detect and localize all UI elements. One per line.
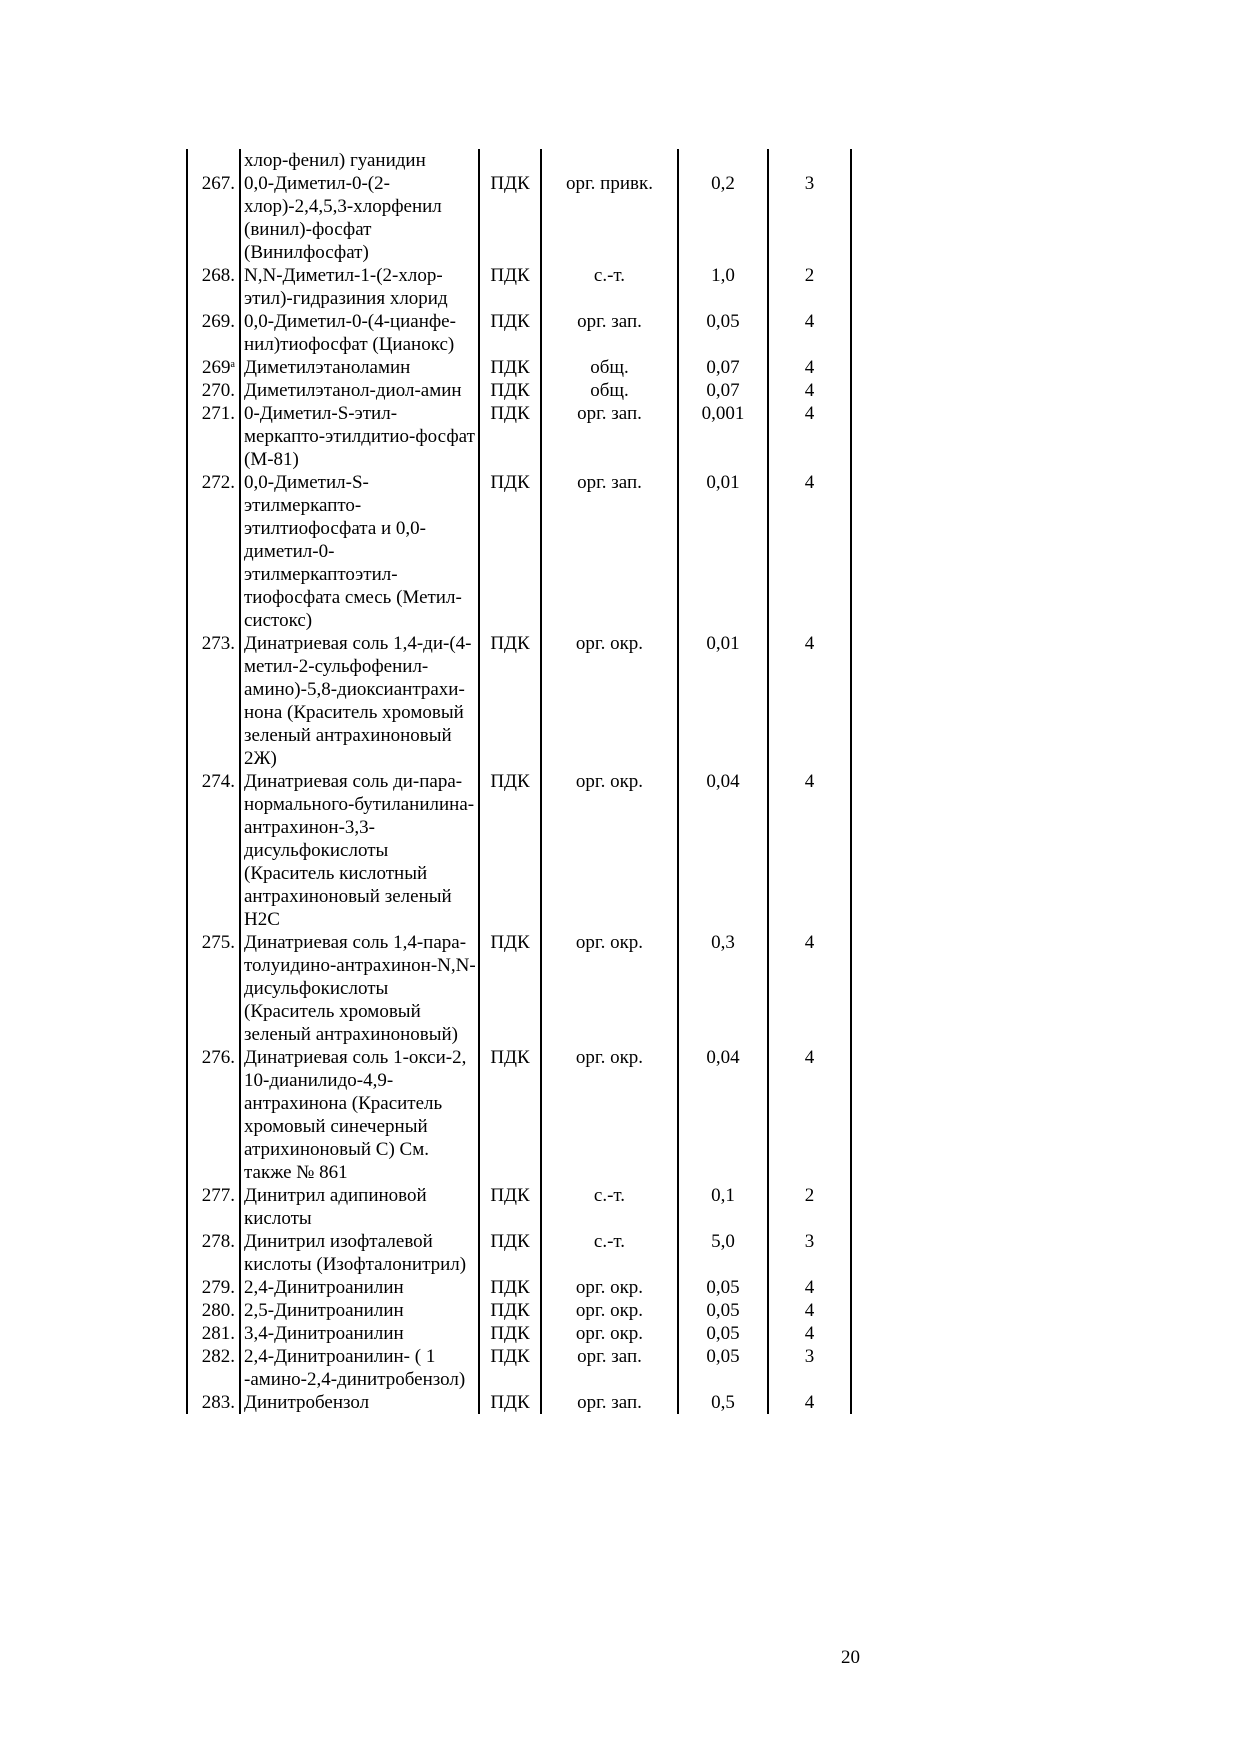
concentration-value: 0,1 bbox=[678, 1184, 768, 1230]
norm-type: ПДК bbox=[479, 172, 541, 264]
hazard-indicator: орг. привк. bbox=[541, 172, 678, 264]
hazard-indicator: орг. окр. bbox=[541, 931, 678, 1046]
hazard-indicator: орг. зап. bbox=[541, 402, 678, 471]
substance-name: 3,4-Динитроанилин bbox=[240, 1322, 479, 1345]
concentration-value: 0,01 bbox=[678, 471, 768, 632]
substance-name: 2,4-Динитроанилин- ( 1 -амино-2,4-динитробензол) bbox=[240, 1345, 479, 1391]
row-number: 275. bbox=[187, 931, 240, 1046]
hazard-indicator: орг. зап. bbox=[541, 1391, 678, 1414]
hazard-class: 4 bbox=[768, 1299, 851, 1322]
hazard-class: 2 bbox=[768, 1184, 851, 1230]
norm-type: ПДК bbox=[479, 310, 541, 356]
hazard-indicator: общ. bbox=[541, 356, 678, 379]
substance-name: 0,0-Диметил-0-(4-цианфе-нил)тиофосфат (Цианокс) bbox=[240, 310, 479, 356]
hazard-indicator: орг. окр. bbox=[541, 770, 678, 931]
table-row bbox=[187, 1184, 851, 1230]
substance-name: 0,0-Диметил-S-этилмеркапто-этилтиофосфата и 0,0-диметил-0-этилмеркаптоэтил-тиофосфата смесь (Метил-систокс) bbox=[240, 471, 479, 632]
substance-name: 2,5-Динитроанилин bbox=[240, 1299, 479, 1322]
hazard-class: 4 bbox=[768, 770, 851, 931]
hazard-class: 3 bbox=[768, 1230, 851, 1276]
row-number: 283. bbox=[187, 1391, 240, 1414]
substance-name: Диметилэтаноламин bbox=[240, 356, 479, 379]
norm-type: ПДК bbox=[479, 1046, 541, 1184]
concentration-value: 0,05 bbox=[678, 310, 768, 356]
substance-table-body bbox=[187, 149, 851, 1414]
hazard-indicator: орг. окр. bbox=[541, 1299, 678, 1322]
row-number: 279. bbox=[187, 1276, 240, 1299]
concentration-value: 1,0 bbox=[678, 264, 768, 310]
norm-type: ПДК bbox=[479, 471, 541, 632]
substance-name: Динатриевая соль 1,4-ди-(4-метил-2-сульфофенил-амино)-5,8-диоксиантрахи-нона (Краситель хромовый зеленый антрахиноновый 2Ж) bbox=[240, 632, 479, 770]
concentration-value: 0,01 bbox=[678, 632, 768, 770]
table-row bbox=[187, 172, 851, 264]
substance-name: Динитрил изофталевой кислоты (Изофталонитрил) bbox=[240, 1230, 479, 1276]
substance-name: Динитрил адипиновой кислоты bbox=[240, 1184, 479, 1230]
hazard-class: 2 bbox=[768, 264, 851, 310]
norm-type: ПДК bbox=[479, 1184, 541, 1230]
substance-name: Динатриевая соль 1-окси-2, 10-дианилидо-4,9-антрахинона (Краситель хромовый синечерный атрихиноновый С) См. также № 861 bbox=[240, 1046, 479, 1184]
row-number: 271. bbox=[187, 402, 240, 471]
table-row bbox=[187, 1276, 851, 1299]
norm-type: ПДК bbox=[479, 356, 541, 379]
norm-type: ПДК bbox=[479, 264, 541, 310]
norm-type: ПДК bbox=[479, 931, 541, 1046]
norm-type: ПДК bbox=[479, 1299, 541, 1322]
hazard-class: 4 bbox=[768, 931, 851, 1046]
row-number-cell bbox=[187, 149, 240, 172]
hazard-class: 4 bbox=[768, 1276, 851, 1299]
substance-name: Динатриевая соль 1,4-пара-толуидино-антрахинон-N,N-дисульфокислоты (Краситель хромовый зеленый антрахиноновый) bbox=[240, 931, 479, 1046]
hazard-indicator: с.-т. bbox=[541, 1184, 678, 1230]
hazard-indicator: с.-т. bbox=[541, 264, 678, 310]
norm-type: ПДК bbox=[479, 1345, 541, 1391]
hazard-class: 4 bbox=[768, 402, 851, 471]
page-number: 20 bbox=[841, 1647, 860, 1668]
hazard-indicator: с.-т. bbox=[541, 1230, 678, 1276]
concentration-value: 0,5 bbox=[678, 1391, 768, 1414]
substance-name: 0,0-Диметил-0-(2-хлор)-2,4,5,3-хлорфенил (винил)-фосфат (Винилфосфат) bbox=[240, 172, 479, 264]
hazard-class: 4 bbox=[768, 1322, 851, 1345]
table-row bbox=[187, 1046, 851, 1184]
table-row bbox=[187, 264, 851, 310]
hazard-class: 3 bbox=[768, 1345, 851, 1391]
concentration-value: 0,04 bbox=[678, 1046, 768, 1184]
norm-type: ПДК bbox=[479, 379, 541, 402]
table-row bbox=[187, 402, 851, 471]
substance-name: 2,4-Динитроанилин bbox=[240, 1276, 479, 1299]
hazard-indicator: орг. зап. bbox=[541, 471, 678, 632]
hazard-indicator: общ. bbox=[541, 379, 678, 402]
hazard-indicator: орг. окр. bbox=[541, 1276, 678, 1299]
row-number: 282. bbox=[187, 1345, 240, 1391]
substance-table bbox=[186, 149, 852, 1414]
norm-type: ПДК bbox=[479, 1276, 541, 1299]
norm-type: ПДК bbox=[479, 1322, 541, 1345]
norm-type: ПДК bbox=[479, 770, 541, 931]
row-number: 276. bbox=[187, 1046, 240, 1184]
concentration-value: 0,05 bbox=[678, 1345, 768, 1391]
row-number: 278. bbox=[187, 1230, 240, 1276]
table-row bbox=[187, 1391, 851, 1414]
row-number: $269^а$ bbox=[187, 356, 240, 379]
hazard-class: 4 bbox=[768, 1391, 851, 1414]
row-number: 274. bbox=[187, 770, 240, 931]
row-number: 273. bbox=[187, 632, 240, 770]
hazard-indicator: орг. окр. bbox=[541, 632, 678, 770]
hazard-indicator: орг. окр. bbox=[541, 1322, 678, 1345]
substance-name: 0-Диметил-S-этил-меркапто-этилдитио-фосфат (М-81) bbox=[240, 402, 479, 471]
norm-type: ПДК bbox=[479, 632, 541, 770]
table-row bbox=[187, 1345, 851, 1391]
hazard-class: 4 bbox=[768, 356, 851, 379]
row-number: 277. bbox=[187, 1184, 240, 1230]
continuation-text: хлор-фенил) гуанидин bbox=[240, 149, 479, 172]
table-row bbox=[187, 310, 851, 356]
substance-name: Диметилэтанол-диол-амин bbox=[240, 379, 479, 402]
norm-type: ПДК bbox=[479, 1230, 541, 1276]
table-row bbox=[187, 1230, 851, 1276]
row-number: 281. bbox=[187, 1322, 240, 1345]
table-row bbox=[187, 770, 851, 931]
concentration-value: 0,3 bbox=[678, 931, 768, 1046]
table-row bbox=[187, 356, 851, 379]
hazard-class: 4 bbox=[768, 1046, 851, 1184]
concentration-value: 0,05 bbox=[678, 1276, 768, 1299]
hazard-class: 4 bbox=[768, 310, 851, 356]
concentration-value: 0,05 bbox=[678, 1299, 768, 1322]
row-number: 272. bbox=[187, 471, 240, 632]
concentration-value: 0,07 bbox=[678, 379, 768, 402]
row-number: 280. bbox=[187, 1299, 240, 1322]
substance-name: N,N-Диметил-1-(2-хлор-этил)-гидразиния хлорид bbox=[240, 264, 479, 310]
concentration-value: 0,04 bbox=[678, 770, 768, 931]
hazard-class: 3 bbox=[768, 172, 851, 264]
table-row bbox=[187, 632, 851, 770]
concentration-value: 0,05 bbox=[678, 1322, 768, 1345]
concentration-value: 5,0 bbox=[678, 1230, 768, 1276]
norm-type: ПДК bbox=[479, 402, 541, 471]
hazard-class: 4 bbox=[768, 632, 851, 770]
continuation-row bbox=[187, 149, 851, 172]
hazard-class: 4 bbox=[768, 471, 851, 632]
concentration-value: 0,001 bbox=[678, 402, 768, 471]
concentration-value: 0,07 bbox=[678, 356, 768, 379]
concentration-value: 0,2 bbox=[678, 172, 768, 264]
table-row bbox=[187, 1322, 851, 1345]
row-number: 270. bbox=[187, 379, 240, 402]
hazard-indicator: орг. зап. bbox=[541, 310, 678, 356]
row-number: 268. bbox=[187, 264, 240, 310]
table-row bbox=[187, 471, 851, 632]
substance-name: Динатриевая соль ди-пара-нормального-бутиланилина-антрахинон-3,3-дисульфокислоты (Краситель кислотный антрахиноновый зеленый Н2С bbox=[240, 770, 479, 931]
hazard-indicator: орг. зап. bbox=[541, 1345, 678, 1391]
hazard-class: 4 bbox=[768, 379, 851, 402]
table-row bbox=[187, 379, 851, 402]
table-row bbox=[187, 1299, 851, 1322]
row-number-superscript: а bbox=[230, 359, 235, 370]
row-number: 267. bbox=[187, 172, 240, 264]
hazard-indicator: орг. окр. bbox=[541, 1046, 678, 1184]
row-number: 269. bbox=[187, 310, 240, 356]
table-row bbox=[187, 931, 851, 1046]
norm-type: ПДК bbox=[479, 1391, 541, 1414]
substance-name: Динитробензол bbox=[240, 1391, 479, 1414]
